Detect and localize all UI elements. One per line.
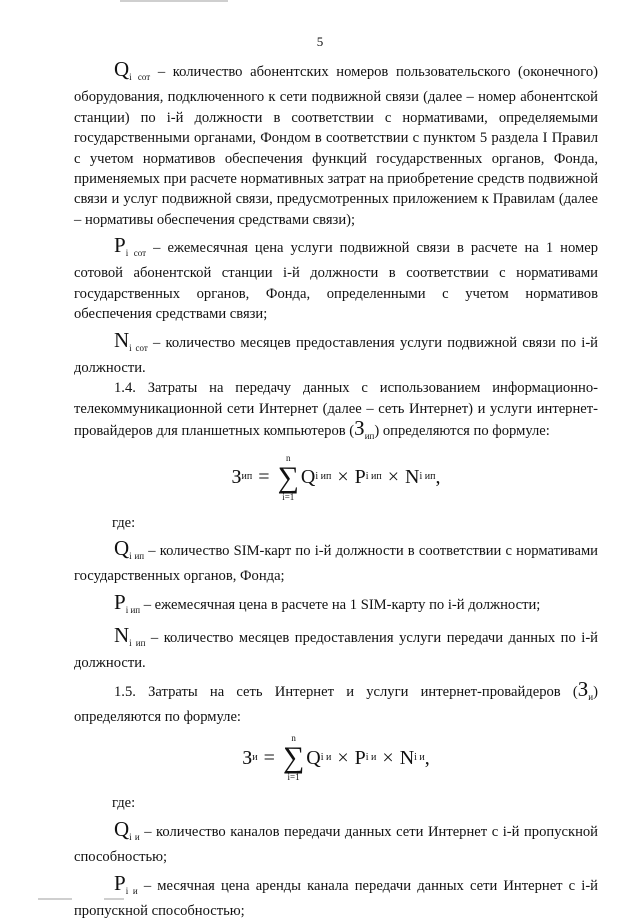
definition-text: – количество месяцев предоставления услуги передачи данных по i-й должности. xyxy=(74,629,598,672)
formula-z-i: З и = n ∑ i=1 Q i и × P i и × N i и , xyxy=(242,733,430,783)
symbol: З xyxy=(354,416,365,441)
where-label: где: xyxy=(112,795,136,812)
definition-text: – количество SIM-карт по i-й должности в соответствии с нормативами государственных органов, Фонда; xyxy=(74,542,598,585)
symbol-subscript: i ип xyxy=(125,604,141,615)
symbol: Q xyxy=(114,57,130,81)
section-1-4: 1.4. Затраты на передачу данных с использованием информационно-телекоммуникационной сети Интернет (далее – сеть Интернет) и услуги интернет-провайдеров для планшетных компьютеров $(З_{ип})$ определяются по формуле: xyxy=(74,380,598,442)
symbol: P xyxy=(114,870,126,895)
sum-icon: n ∑ i=1 xyxy=(277,452,299,502)
definition-n-ip xyxy=(74,622,598,674)
symbol: Q xyxy=(114,535,130,560)
definition-p-sot xyxy=(74,233,598,325)
symbol-subscript: и xyxy=(588,691,594,702)
symbol: N xyxy=(114,327,130,352)
symbol: N xyxy=(114,622,130,647)
symbol: P xyxy=(114,589,126,614)
definition-text: – ежемесячная цена услуги подвижной связи в расчете на 1 номер сотовой абонентской станции i-й должности в соответствии с нормативами государственных органов, Фонда, определенными с учетом нормативов обеспечения средствами связи; xyxy=(74,240,598,323)
section-1-5: 1.5. Затраты на сеть Интернет и услуги интернет-провайдеров $(З_и)$ определяются по формуле: xyxy=(74,676,598,725)
definition-q-ip xyxy=(74,535,598,587)
symbol-subscript: ип xyxy=(364,431,375,442)
formula-z-ip: З ип = n ∑ i=1 Q i ип × P i ип × N i ип , xyxy=(231,452,441,502)
symbol-subscript: i и xyxy=(125,885,138,896)
where-label: где: xyxy=(112,514,136,531)
definition-p-ip xyxy=(74,589,598,620)
bottom-scan-mark-left xyxy=(38,898,72,900)
definition-text: – количество месяцев предоставления услуги подвижной связи по i-й должности. xyxy=(74,334,598,376)
document-body xyxy=(74,57,598,921)
symbol-subscript: i сот xyxy=(125,248,147,259)
symbol-subscript: i сот xyxy=(129,342,148,353)
definition-text: – месячная цена аренды канала передачи данных сети Интернет с i-й пропускной способностью; xyxy=(74,877,598,919)
definition-text: – ежемесячная цена в расчете на 1 SIM-карту по i-й должности; xyxy=(143,596,541,613)
definition-q-sot xyxy=(74,57,598,230)
sum-icon: n ∑ i=1 xyxy=(282,733,305,783)
symbol-subscript: i ип xyxy=(129,637,146,648)
symbol: Q xyxy=(114,816,130,841)
symbol-subscript: i сот xyxy=(129,71,151,82)
definition-n-sot xyxy=(74,327,598,379)
definition-text: – количество каналов передачи данных сети Интернет с i-й пропускной способностью; xyxy=(74,823,598,866)
symbol: P xyxy=(114,233,126,258)
symbol-subscript: i и xyxy=(129,831,140,842)
symbol-subscript: i ип xyxy=(129,550,145,561)
symbol: З xyxy=(577,676,589,701)
top-scan-mark xyxy=(120,0,228,2)
definition-text: – количество абонентских номеров пользовательского (оконечного) оборудования, подключенного к сети подвижной связи (далее – номер абонентской станции) по i-й должности в соответствии с нормативами, определяемыми государственными органами, Фондом в соответствии с пунктом 5 раздела I Правил с учетом нормативов обеспечения функций государственных органов, Фонда, применяемых при расчете нормативных затрат на приобретение средств подвижной связи и услуг подвижной связи, предусмотренных приложением к Правилам (далее – нормативы обеспечения средствами связи); xyxy=(74,64,598,228)
definition-q-i xyxy=(74,816,598,868)
page-number: 5 xyxy=(316,34,324,49)
definition-p-i xyxy=(74,870,598,921)
